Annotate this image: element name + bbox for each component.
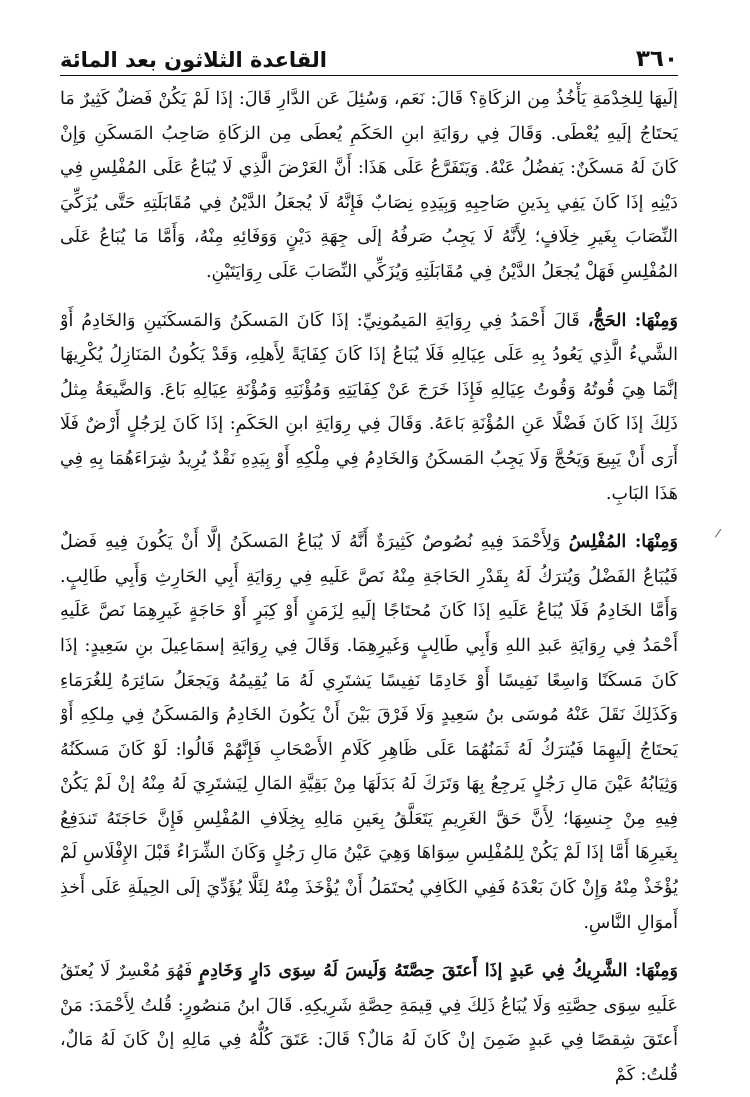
header-divider (60, 75, 678, 76)
running-header (60, 28, 678, 72)
page-number: ٣٦٠ (635, 45, 678, 72)
paragraph-partner (60, 954, 678, 1089)
paragraph-body: إلَيهَا لِلخِدْمَةِ يَأْخُذُ مِن الزكَاةِ؟ قَالَ: نَعَم، وَسُئِلَ عَن الدَّارِ قَالَ: إذَا لَمْ يَكُنْ فَضلٌ كَثِيرٌ مَا يَحتَاجُ إلَيهِ يُعْطَى. وَقَالَ فِي روَايَةِ ابنِ الحَكَمِ يُعطَى مِن الزكَاةِ صَاحِبُ المَسكَنِ وَإِنْ كَانَ لَهُ مَسكَنٌ: يَفضُلُ عَنْهُ. وَيَتَفَرَّعُ عَلَى هَذَا: أَنَّ العَرْضَ الَّذِي لَا يُبَاعُ عَلَى المُفْلِسِ فِي دَيْنِهِ إذَا كَانَ يَفِي بِدَينِ صَاحِبِهِ وَبِيَدِهِ نِصَابٌ فَإِنَّهُ لَا يُجعَلُ الدَّيْنُ فِي مُقَابَلَتِهِ حَتَّى يُزَكِّيَ النِّصَابَ بِغَيرِ خِلَافٍ؛ لِأَنَّهُ لَا يَجِبُ صَرفُهُ إلَى جِهَةِ دَيْنٍ وَوَفَائِهِ مِنْهُ، وَأَمَّا مَا يُبَاعُ عَلَى المُفْلِسِ فَهَلْ يُجعَلُ الدَّيْنُ فِي مُقَابَلَتِهِ وَيُزَكِّي النِّصَابَ عَلَى رِوَايَتَيْنِ. (60, 89, 678, 282)
paragraph-lead: وَمِنْهَا: الشَّرِيكُ فِي عَبدٍ إذَا أَعتَقَ حِصَّتَهُ وَلَيسَ لَهُ سِوَى دَارٍ وَخَادِمٍ (199, 960, 678, 982)
paragraph-bankrupt (60, 525, 678, 940)
paragraph-body: فَهُوَ مُعْسِرٌ لَا يُعتَقُ عَلَيهِ سِوَى حِصَّتِهِ وَلَا يُبَاعُ ذَلِكَ فِي قِيمَةِ حِصَّةِ شَرِيكِهِ. قَالَ ابنُ مَنصُورٍ: قُلتُ لِأَحْمَدَ: مَنْ أَعتَقَ شِقصًا فِي عَبدٍ ضَمِنَ إنْ كَانَ لَهُ مَالٌ؟ قَالَ: عَتَقَ كُلُّهُ فِي مَالِهِ إنْ كَانَ لَهُ مَالٌ، قُلتُ: كَمْ (60, 961, 678, 1086)
paragraph-body: وَلِأَحْمَدَ فِيهِ نُصُوصٌ كَثِيرَةٌ أَنَّهُ لَا يُبَاعُ المَسكَنُ إلَّا أَنْ يَكُونَ فِيهِ فَضلٌ فَيُبَاعُ الفَضْلُ وَيُترَكُ لَهُ بِقَدْرِ الحَاجَةِ مِنْهُ نَصَّ عَلَيهِ فِي رِوَايَةِ أَبِي الحَارِثِ وَأَبِي طَالِبٍ. وَأَمَّا الخَادِمُ فَلَا يُبَاعُ عَلَيهِ إذَا كَانَ مُحتَاجًا إلَيهِ لِزَمَنٍ أَوْ كِبَرٍ أَوْ حَاجَةٍ غَيرِهِمَا نَصَّ عَلَيهِ أَحْمَدُ فِي رِوَايَةِ عَبدِ اللهِ وَأَبِي طَالِبٍ وَغَيرِهِمَا. وَقَالَ فِي رِوَايَةِ إسمَاعِيلَ بنِ سَعِيدٍ: إذَا كَانَ مَسكَنًا وَاسِعًا نَفِيسًا أَوْ خَادِمًا نَفِيسًا يَشتَرِي لَهُ مَا يُقِيمُهُ وَيَجعَلُ سَائِرَهُ لِلغُرَمَاءِ وَكَذَلِكَ نَقَلَ عَنْهُ مُوسَى بنُ سَعِيدٍ وَلَا فَرْقَ بَيْنَ أَنْ يَكُونَ الخَادِمُ وَالمَسكَنُ فِي مِلكِهِ أَوْ يَحتَاجُ إلَيهِمَا فَيُترَكُ لَهُ ثَمَنُهُمَا عَلَى ظَاهِرِ كَلَامِ الأَصْحَابِ فَإِنَّهُمْ قَالُوا: لَوْ كَانَ مَسكَنُهُ وَثِيَابُهُ عَيْنَ مَالِ رَجُلٍ يَرجِعُ بِهَا وَتَرَكَ لَهُ بَدَلَهَا مِنْ بَقِيَّةِ المَالِ لِيَشتَرِيَ لَهُ مِنْهُ إنْ لَمْ يَكُنْ فِيهِ مِنْ جِنسِهَا؛ لِأَنَّ حَقَّ الغَرِيمِ يَتَعَلَّقُ بِعَينِ مَالِهِ بِخِلَافِ المُفْلِسِ فَإِنَّ حَاجَتَهُ تَندَفِعُ بِغَيرِهَا أَمَّا إذَا لَمْ يَكُنْ لِلمُفْلِسِ سِوَاهَا وَهِيَ عَيْنُ مَالِ رَجُلٍ وَكَانَ الشِّرَاءُ قَبْلَ الإِفْلَاسِ لَمْ يُؤْخَذْ مِنْهُ وَإِنْ كَانَ بَعْدَهُ فَفِي الكَافِي يُحتَمَلُ أَنْ يُؤْخَذَ مِنْهُ لِئَلَّا يُؤَدِّيَ إلَى الحِيلَةِ عَلَى أَخذِ أَموَالِ النَّاسِ. (60, 532, 678, 933)
page-body (60, 82, 678, 1089)
paragraph-zakat-continuation (60, 82, 678, 290)
paragraph-body: قَالَ أَحْمَدُ فِي رِوَايَةِ المَيمُونِيِّ: إذَا كَانَ المَسكَنُ وَالمَسكَنَينِ وَالخَادِمُ أَوْ الشَّيءُ الَّذِي يَعُودُ بِهِ عَلَى عِيَالِهِ فَلَا يُبَاعُ إذَا كَانَ كِفَايَةً لِأَهلِهِ، وَقَدْ يَكُونُ المَنَازِلُ يُكْرِيهَا إنَّمَا هِيَ قُوتُهُ وَقُوتُ عِيَالِهِ فَإِذَا خَرَجَ عَنْ كِفَايَتِهِ وَمُؤْنَتِهِ وَمُؤْنَةِ عِيَالِهِ بَاعَ. وَالضَّيعَةُ مِثلُ ذَلِكَ إذَا كَانَ فَضْلًا عَنِ المُؤْنَةِ بَاعَهُ. وَقَالَ فِي رِوَايَةِ ابنِ الحَكَمِ: إذَا كَانَ لِرَجُلٍ أَرْضٌ فَلَا أَرَى أَنْ يَبِيعَ وَيَحُجَّ وَلَا يَجِبُ المَسكَنُ وَالخَادِمُ فِي مِلْكِهِ أَوْ بِيَدِهِ نَقْدٌ يُرِيدُ شِرَاءَهُمَا بِهِ فِي هَذَا البَابِ. (60, 310, 678, 504)
running-header-title: القاعدة الثلاثون بعد المائة (60, 47, 328, 72)
paragraph-hajj (60, 304, 678, 512)
paragraph-lead: وَمِنْهَا: الحَجُّ، (587, 309, 678, 331)
paragraph-lead: وَمِنْهَا: المُفْلِسُ (568, 531, 678, 553)
margin-mark (715, 529, 726, 541)
